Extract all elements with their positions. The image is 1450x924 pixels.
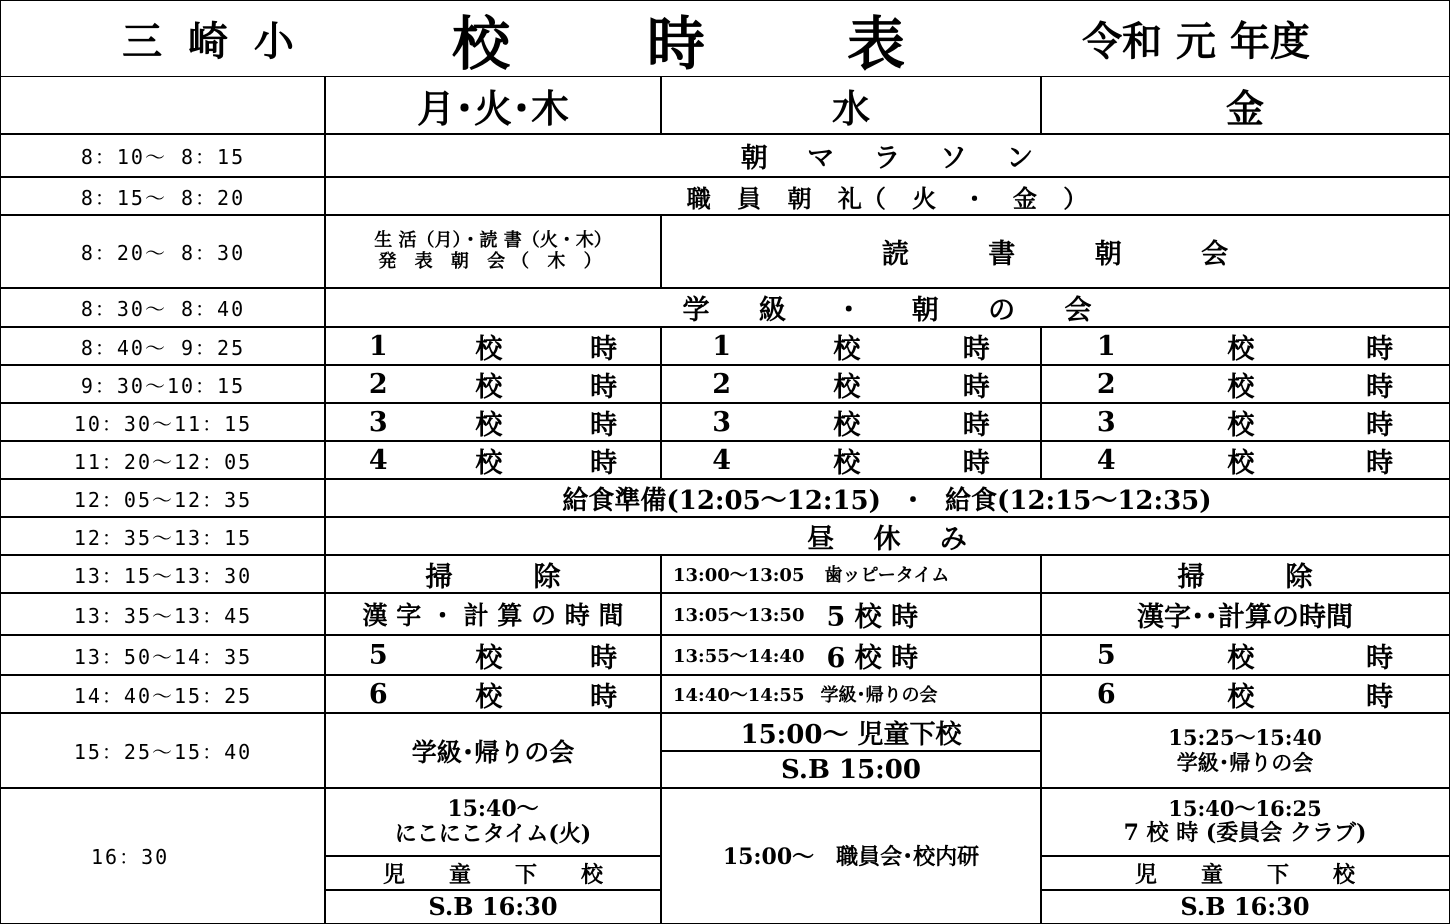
wed-school-bus: S.B 15:00 [660, 750, 1042, 789]
wed-p6-label: 6 校 時 [826, 642, 919, 674]
period-ji: 時 [962, 371, 990, 403]
period-kou: 校 [833, 447, 861, 479]
time-slot: 8：10〜 8：15 [0, 133, 326, 178]
fri-period-cell [1040, 402, 1450, 442]
period-number: 2 [1096, 368, 1116, 400]
wed-p6-time: 13:55〜14:40 [673, 646, 805, 667]
mtt-p5-cell [324, 634, 662, 676]
time-slot: 8：40〜 9：25 [0, 326, 326, 366]
time-slot: 13：50〜14：35 [0, 634, 326, 676]
time-slot: 8：20〜 8：30 [0, 214, 326, 289]
fri-p5-cell [1040, 634, 1450, 676]
time-slot: 8：30〜 8：40 [0, 287, 326, 328]
lunch-row: 給食準備(12:05〜12:15) ・ 給食(12:15〜12:35) [324, 478, 1450, 518]
fri-cleaning: 掃 除 [1040, 554, 1450, 594]
period-kou: 校 [1227, 371, 1255, 403]
nikoniko-label: にこにこタイム(火) [394, 821, 592, 847]
mtt-period-cell [324, 440, 662, 480]
period-ji: 時 [1366, 447, 1394, 479]
fri-p6-cell [1040, 674, 1450, 714]
fri-homeroom-cell [1040, 712, 1450, 789]
period-ji: 時 [962, 447, 990, 479]
period-kou: 校 [1227, 681, 1255, 713]
period-number: 5 [1096, 639, 1116, 671]
fri-homeroom-label: 学級･帰りの会 [1176, 749, 1314, 775]
time-slot: 9：30〜10：15 [0, 364, 326, 404]
wed-staff-meeting: 15:00〜 職員会･校内研 [660, 787, 1042, 924]
period-ji: 時 [1366, 371, 1394, 403]
wed-p5-time: 13:05〜13:50 [673, 605, 805, 626]
day-fri: 金 [1040, 76, 1450, 135]
title-char-2: 時 [646, 9, 705, 77]
period-number: 4 [368, 444, 388, 476]
mtt-cleaning: 掃 除 [324, 554, 662, 594]
period-kou: 校 [833, 409, 861, 441]
time-slot: 13：35〜13：45 [0, 592, 326, 636]
fri-club-label: 7 校 時 (委員会 クラブ) [1123, 820, 1367, 847]
fri-period-cell [1040, 364, 1450, 404]
wed-period-cell [660, 326, 1042, 366]
corner-cell [0, 76, 326, 135]
morning-marathon: 朝 マ ラ ソ ン [324, 133, 1450, 178]
title-row [0, 0, 1450, 77]
wed-dismissal: 15:00〜 児童下校 [660, 712, 1042, 752]
fri-dismissal: 児 童 下 校 [1040, 855, 1450, 891]
fri-school-bus: S.B 16:30 [1040, 889, 1450, 924]
period-number: 6 [1096, 678, 1116, 710]
fri-period-cell [1040, 326, 1450, 366]
recess-row: 昼 休 み [324, 516, 1450, 556]
fri-club-time: 15:40〜16:25 [1168, 796, 1322, 822]
day-wed: 水 [660, 76, 1042, 135]
period-number: 1 [368, 330, 388, 362]
period-kou: 校 [833, 371, 861, 403]
period-number: 5 [368, 639, 388, 671]
period-kou: 校 [833, 333, 861, 365]
wed-p5-label: 5 校 時 [826, 601, 919, 633]
period-ji: 時 [1366, 681, 1394, 713]
wed-period-cell [660, 364, 1042, 404]
time-slot: 16：30 [0, 787, 326, 924]
period-ji: 時 [1366, 642, 1394, 674]
period-kou: 校 [475, 333, 503, 365]
teeth-label: 歯ッピータイム [824, 565, 950, 586]
fri-club-cell [1040, 787, 1450, 857]
period-number: 3 [368, 406, 388, 438]
period-kou: 校 [1227, 333, 1255, 365]
title-char-3: 表 [846, 9, 905, 77]
time-slot: 8：15〜 8：20 [0, 176, 326, 216]
wed-homeroom-cell [660, 674, 1042, 714]
teeth-time: 13:00〜13:05 [673, 565, 805, 586]
mtt-period-cell [324, 364, 662, 404]
school-name: 三 崎 小 [122, 18, 300, 65]
wed-p5-cell [660, 592, 1042, 636]
mtt-reading-line-1: 生 活（月）・読 書（火・木） [374, 229, 612, 251]
period-ji: 時 [1366, 333, 1394, 365]
mtt-reading-line-2: 発 表 朝 会（ 木 ） [378, 250, 608, 272]
class-morning-meeting: 学 級 ・ 朝 の 会 [324, 287, 1450, 328]
period-kou: 校 [475, 371, 503, 403]
title-char-1: 校 [451, 9, 510, 77]
wed-p6-cell [660, 634, 1042, 676]
period-kou: 校 [1227, 642, 1255, 674]
time-slot: 15：25〜15：40 [0, 712, 326, 789]
wed-period-cell [660, 440, 1042, 480]
time-slot: 12：05〜12：35 [0, 478, 326, 518]
period-number: 6 [368, 678, 388, 710]
mtt-reading-cell [324, 214, 662, 289]
mtt-period-cell [324, 402, 662, 442]
period-kou: 校 [475, 642, 503, 674]
period-ji: 時 [962, 333, 990, 365]
wed-teeth-time-cell [660, 554, 1042, 594]
period-ji: 時 [590, 447, 618, 479]
mtt-kanji-math-time: 漢 字 ・ 計 算 の 時 間 [324, 592, 662, 636]
time-slot: 13：15〜13：30 [0, 554, 326, 594]
period-number: 1 [712, 330, 731, 362]
period-ji: 時 [590, 409, 618, 441]
period-number: 4 [1096, 444, 1116, 476]
time-slot: 14：40〜15：25 [0, 674, 326, 714]
period-ji: 時 [1366, 409, 1394, 441]
mtt-p6-cell [324, 674, 662, 714]
mtt-period-cell [324, 326, 662, 366]
period-ji: 時 [590, 371, 618, 403]
mtt-nikoniko-cell [324, 787, 662, 857]
period-number: 4 [712, 444, 731, 476]
wed-period-cell [660, 402, 1042, 442]
staff-morning-assembly: 職 員 朝 礼（ 火 ・ 金 ） [324, 176, 1450, 216]
period-kou: 校 [1227, 447, 1255, 479]
time-slot: 12：35〜13：15 [0, 516, 326, 556]
time-slot: 11：20〜12：05 [0, 440, 326, 480]
period-ji: 時 [590, 333, 618, 365]
period-number: 1 [1096, 330, 1116, 362]
period-ji: 時 [590, 642, 618, 674]
fri-period-cell [1040, 440, 1450, 480]
school-year: 令和 元 年度 [1082, 18, 1310, 65]
period-kou: 校 [475, 447, 503, 479]
wed-homeroom-label: 学級･帰りの会 [820, 685, 938, 706]
period-kou: 校 [475, 681, 503, 713]
nikoniko-time: 15:40〜 [447, 795, 539, 822]
period-number: 2 [712, 368, 731, 400]
mtt-homeroom: 学級･帰りの会 [324, 712, 662, 789]
period-ji: 時 [590, 681, 618, 713]
period-kou: 校 [475, 409, 503, 441]
period-number: 3 [1096, 406, 1116, 438]
day-mon-tue-thu: 月･火･木 [324, 76, 662, 135]
period-number: 2 [368, 368, 388, 400]
wed-homeroom-time: 14:40〜14:55 [673, 685, 805, 706]
time-slot: 10：30〜11：15 [0, 402, 326, 442]
fri-homeroom-time: 15:25〜15:40 [1168, 725, 1322, 751]
period-kou: 校 [1227, 409, 1255, 441]
mtt-school-bus: S.B 16:30 [324, 889, 662, 924]
mtt-dismissal: 児 童 下 校 [324, 855, 662, 891]
reading-assembly: 読 書 朝 会 [660, 214, 1450, 289]
period-ji: 時 [962, 409, 990, 441]
period-number: 3 [712, 406, 731, 438]
fri-kanji-math-time: 漢字･･計算の時間 [1040, 592, 1450, 636]
